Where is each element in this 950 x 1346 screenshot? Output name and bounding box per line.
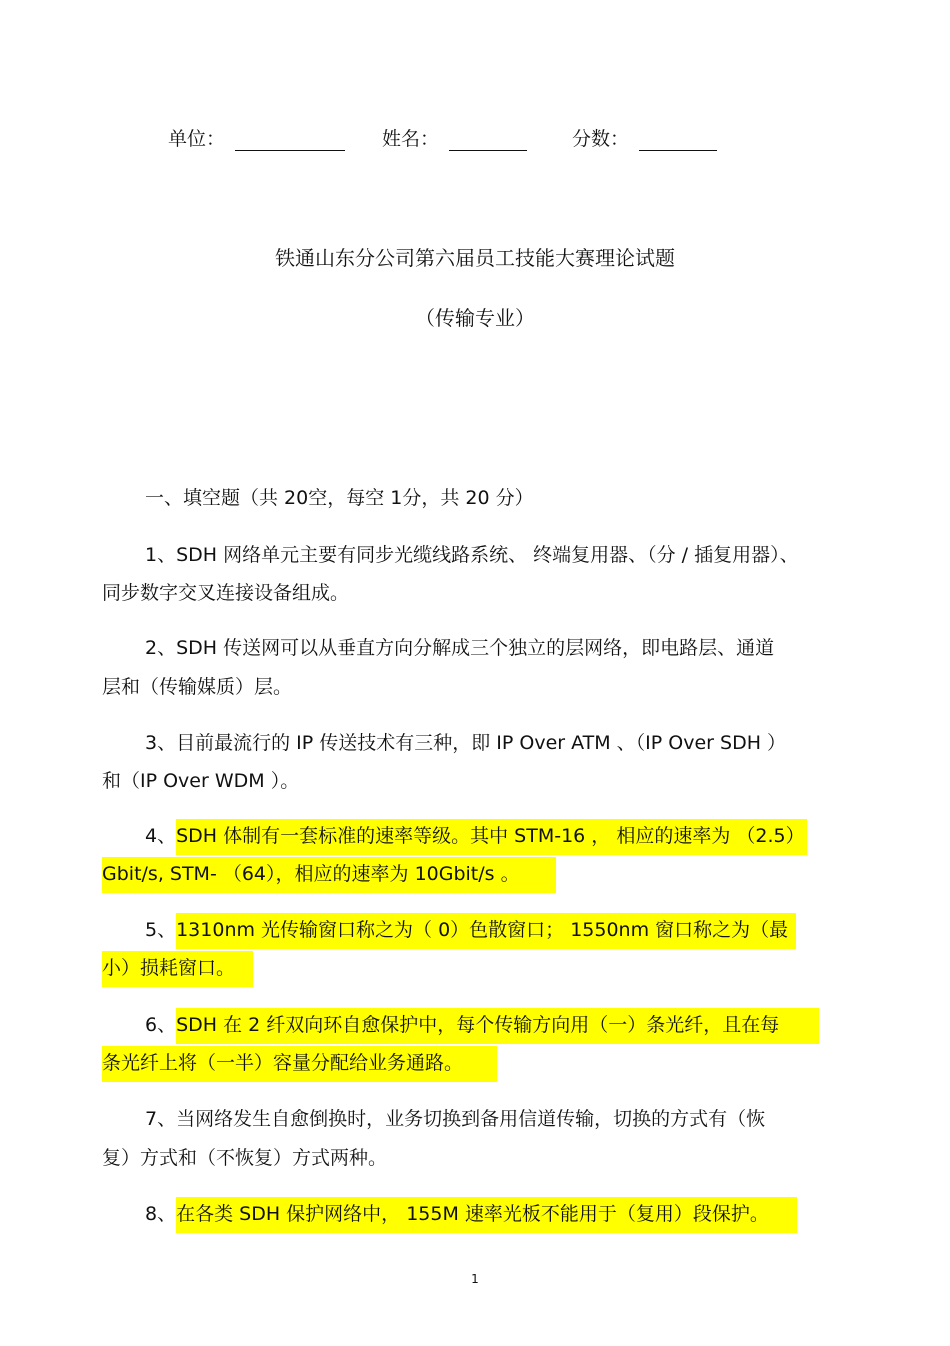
question-5-highlight-2: 小）损耗窗口。 bbox=[102, 951, 253, 987]
question-2-line-1: 2、SDH 传送网可以从垂直方向分解成三个独立的层网络，即电路层、通道 bbox=[145, 637, 775, 659]
question-8-number: 8、 bbox=[145, 1203, 177, 1225]
question-5-line-2 bbox=[102, 956, 253, 980]
name-field bbox=[382, 124, 527, 151]
unit-blank[interactable] bbox=[235, 128, 345, 151]
question-4-line-1 bbox=[145, 824, 807, 848]
name-label: 姓名： bbox=[382, 128, 440, 150]
question-1-line-1: 1、SDH 网络单元主要有同步光缆线路系统、 终端复用器、（分 / 插复用器）、 bbox=[145, 544, 799, 566]
unit-label: 单位： bbox=[168, 128, 226, 150]
page-title: 铁通山东分公司第六届员工技能大赛理论试题 bbox=[275, 246, 675, 270]
page-number: 1 bbox=[471, 1272, 479, 1286]
question-6-line-2 bbox=[102, 1051, 497, 1075]
question-7-line-1: 7、当网络发生自愈倒换时，业务切换到备用信道传输，切换的方式有（恢 bbox=[145, 1108, 766, 1130]
question-1-line-2: 同步数字交叉连接设备组成。 bbox=[102, 582, 350, 604]
page-subtitle: （传输专业） bbox=[415, 306, 535, 330]
question-6-highlight-1: SDH 在 2 纤双向环自愈保护中，每个传输方向用（一）条光纤，且在每 bbox=[176, 1008, 819, 1044]
question-5-number: 5、 bbox=[145, 919, 177, 941]
question-6-line-1 bbox=[145, 1013, 819, 1037]
question-4-highlight-1: SDH 体制有一套标准的速率等级。其中 STM-16 ， 相应的速率为 （2.5） bbox=[176, 819, 807, 855]
question-7-line-2: 复）方式和（不恢复）方式两种。 bbox=[102, 1147, 388, 1169]
name-blank[interactable] bbox=[449, 128, 527, 151]
question-4-number: 4、 bbox=[145, 825, 177, 847]
question-8-highlight: 在各类 SDH 保护网络中， 155M 速率光板不能用于（复用）段保护。 bbox=[176, 1197, 797, 1233]
question-4-line-2 bbox=[102, 862, 556, 886]
score-label: 分数： bbox=[572, 128, 630, 150]
question-5-highlight-1: 1310nm 光传输窗口称之为（ 0）色散窗口； 1550nm 窗口称之为（最 bbox=[176, 913, 796, 949]
question-6-number: 6、 bbox=[145, 1014, 177, 1036]
section-heading: 一、填空题（共 20空，每空 1分，共 20 分） bbox=[145, 487, 534, 509]
score-blank[interactable] bbox=[639, 128, 717, 151]
score-field bbox=[572, 124, 717, 151]
question-3-line-2: 和（IP Over WDM ）。 bbox=[102, 770, 300, 792]
question-5-line-1 bbox=[145, 918, 796, 942]
unit-field bbox=[168, 124, 345, 151]
question-8-line-1 bbox=[145, 1202, 797, 1226]
question-6-highlight-2: 条光纤上将（一半）容量分配给业务通路。 bbox=[102, 1046, 497, 1082]
question-2-line-2: 层和（传输媒质）层。 bbox=[102, 676, 293, 698]
question-3-line-1: 3、目前最流行的 IP 传送技术有三种，即 IP Over ATM 、（IP Over SDH ） bbox=[145, 732, 787, 754]
question-4-highlight-2: Gbit/s, STM- （64），相应的速率为 10Gbit/s 。 bbox=[102, 857, 556, 893]
